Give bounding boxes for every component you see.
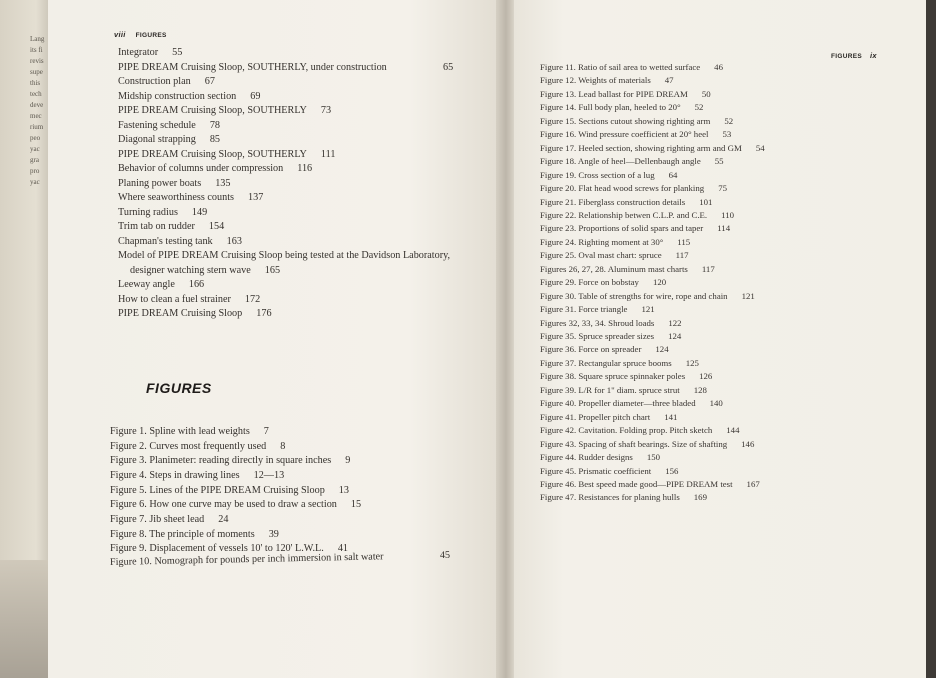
entry-title: Where seaworthiness counts: [118, 192, 234, 203]
entry-page-number: 85: [209, 134, 220, 145]
entry-title: Figure 15. Sections cutout showing righting arm: [540, 116, 711, 126]
illustration-entry: [118, 91, 261, 102]
entry-page-number: 137: [248, 192, 264, 203]
left-running-head: [114, 30, 167, 39]
entry-title: Leeway angle: [118, 279, 175, 290]
right-running-head: [831, 51, 877, 60]
entry-title: Figure 38. Square spruce spinnaker poles: [540, 371, 686, 381]
illustration-entry: [118, 279, 205, 290]
figure-entry: [110, 455, 351, 466]
illustration-entry: [118, 149, 336, 160]
entry-page-number: 117: [675, 250, 689, 260]
entry-page-number: 124: [668, 331, 682, 341]
entry-title: Figure 13. Lead ballast for PIPE DREAM: [540, 89, 688, 99]
figure-entry: [540, 62, 723, 72]
figure-entry: [540, 398, 723, 408]
figure-entry: [540, 318, 682, 328]
entry-page-number: 146: [741, 439, 755, 449]
entry-title: Figure 19. Cross section of a lug: [540, 170, 655, 180]
entry-page-number: 75: [718, 183, 727, 193]
underlying-text-fragment: Lang: [30, 35, 45, 43]
underlying-text-fragment: peo: [30, 134, 41, 142]
entry-page-number: 45: [439, 549, 451, 562]
figure-entry: [110, 470, 285, 481]
figure-entry: [540, 291, 755, 301]
entry-title: Figure 45. Prismatic coefficient: [540, 466, 652, 476]
figure-entry: [540, 210, 735, 220]
illustration-entry: [118, 163, 313, 174]
entry-page-number: 124: [655, 344, 669, 354]
entry-page-number: 73: [320, 105, 332, 116]
entry-title: Diagonal strapping: [118, 134, 196, 145]
figure-entry: [110, 441, 286, 452]
entry-title: Model of PIPE DREAM Cruising Sloop being tested at the Davidson Laboratory,: [118, 250, 451, 261]
entry-page-number: 172: [244, 294, 261, 305]
entry-page-number: 121: [641, 304, 655, 314]
figure-entry: [109, 549, 451, 568]
figure-entry: [540, 358, 699, 368]
left-folio: viii: [114, 30, 126, 39]
entry-title: Figure 47. Resistances for planing hulls: [540, 492, 680, 502]
figure-entry: [540, 143, 765, 153]
figure-entry: [540, 223, 731, 233]
figure-entry: [540, 156, 724, 166]
entry-title: Figure 10. Nomograph for pounds per inch immersion in salt water: [109, 551, 384, 568]
entry-page-number: 8: [280, 441, 286, 452]
illustration-entry: [118, 47, 183, 58]
entry-title: designer watching stern wave: [130, 265, 251, 276]
entry-page-number: 55: [172, 47, 183, 58]
figure-entry: [540, 331, 682, 341]
entry-title: Figure 35. Spruce spreader sizes: [540, 331, 655, 341]
entry-title: Figure 17. Heeled section, showing righting arm and GM: [540, 143, 742, 153]
entry-page-number: 165: [264, 265, 281, 276]
entry-title: PIPE DREAM Cruising Sloop: [118, 308, 243, 319]
entry-title: Figure 41. Propeller pitch chart: [540, 412, 651, 422]
illustration-entry: [118, 236, 242, 247]
figure-entry: [540, 75, 674, 85]
entry-page-number: 39: [268, 529, 279, 540]
book-edge: [926, 0, 936, 678]
entry-title: Figure 2. Curves most frequently used: [110, 441, 267, 452]
entry-page-number: 120: [652, 277, 667, 287]
left-page: [48, 0, 500, 678]
illustration-entry-continued: [130, 265, 281, 276]
figure-entry: [110, 514, 229, 525]
figure-entry: [540, 452, 661, 462]
entry-title: Figure 4. Steps in drawing lines: [110, 470, 240, 481]
entry-title: How to clean a fuel strainer: [118, 294, 231, 305]
figure-entry: [540, 439, 755, 449]
entry-page-number: 163: [226, 236, 242, 247]
entry-title: Figure 9. Displacement of vessels 10' to 120' L.W.L.: [110, 543, 324, 554]
entry-title: Figure 14. Full body plan, heeled to 20°: [540, 102, 681, 112]
underlying-text-fragment: tech: [30, 90, 42, 98]
entry-page-number: 50: [701, 89, 711, 99]
entry-title: Chapman's testing tank: [118, 236, 213, 247]
illustration-entry: [118, 120, 220, 131]
entry-title: Figure 22. Relationship betwen C.L.P. and C.E.: [540, 210, 708, 220]
underlying-text-fragment: mec: [30, 112, 42, 120]
entry-page-number: 122: [668, 318, 682, 328]
figure-entry: [110, 426, 269, 437]
entry-page-number: 24: [218, 514, 229, 525]
figure-entry: [540, 264, 715, 274]
entry-page-number: 115: [677, 237, 691, 247]
entry-page-number: 121: [741, 291, 755, 301]
entry-page-number: 53: [722, 129, 732, 139]
entry-title: Figure 23. Proportions of solid spars and taper: [540, 223, 704, 233]
entry-page-number: 52: [694, 102, 704, 112]
entry-page-number: 7: [263, 426, 269, 437]
entry-page-number: 116: [297, 163, 313, 174]
entry-page-number: 154: [208, 221, 225, 232]
underlying-text-fragment: gra: [30, 156, 39, 164]
underlying-text-fragment: revis: [30, 57, 44, 65]
figure-entry: [540, 170, 678, 180]
illustration-entry: [118, 294, 261, 305]
figure-entry: [110, 485, 349, 496]
entry-page-number: 128: [693, 385, 707, 395]
entry-page-number: 166: [188, 279, 205, 290]
right-folio: ix: [870, 51, 877, 60]
entry-title: Fastening schedule: [118, 120, 196, 131]
entry-title: Midship construction section: [118, 91, 237, 102]
entry-page-number: 41: [337, 543, 348, 554]
entry-title: Figure 21. Fiberglass construction details: [540, 197, 686, 207]
entry-page-number: 167: [746, 479, 760, 489]
entry-page-number: 111: [320, 149, 336, 160]
entry-title: Figure 11. Ratio of sail area to wetted surface: [540, 62, 701, 72]
entry-page-number: 149: [191, 207, 208, 218]
underlying-text-fragment: supe: [30, 68, 43, 76]
figure-entry: [540, 466, 679, 476]
figure-entry: [540, 412, 678, 422]
entry-page-number: 110: [721, 210, 735, 220]
figure-entry: [540, 183, 727, 193]
entry-page-number: 141: [664, 412, 678, 422]
entry-page-number: 55: [714, 156, 724, 166]
entry-title: Construction plan: [118, 76, 191, 87]
figure-entry: [540, 129, 732, 139]
figure-entry: [540, 250, 689, 260]
illustration-entry: [118, 207, 208, 218]
entry-title: Figure 30. Table of strengths for wire, rope and chain: [540, 291, 728, 301]
entry-title: Figure 1. Spline with lead weights: [110, 426, 250, 437]
entry-title: Figure 42. Cavitation. Folding prop. Pitch sketch: [540, 425, 713, 435]
entry-title: Figure 7. Jib sheet lead: [110, 514, 205, 525]
figure-entry: [110, 499, 362, 510]
left-running-head-label: FIGURES: [135, 32, 167, 39]
entry-page-number: 9: [345, 455, 351, 466]
entry-title: Figure 37. Rectangular spruce booms: [540, 358, 672, 368]
entry-title: Figure 43. Spacing of shaft bearings. Size of shafting: [540, 439, 728, 449]
entry-page-number: 47: [664, 75, 674, 85]
figure-entry: [540, 385, 707, 395]
entry-page-number: 150: [646, 452, 661, 462]
entry-page-number: 64: [668, 170, 678, 180]
entry-page-number: 140: [709, 398, 723, 408]
entry-page-number: 176: [256, 308, 272, 319]
section-heading-figures: FIGURES: [146, 380, 212, 396]
illustration-entry: [118, 62, 454, 73]
entry-page-number: 144: [726, 425, 740, 435]
entry-title: Figure 6. How one curve may be used to draw a section: [110, 499, 337, 510]
figure-entry: [540, 492, 707, 502]
entry-title: Trim tab on rudder: [118, 221, 195, 232]
entry-title: Figure 44. Rudder designs: [540, 452, 633, 462]
figure-entry: [540, 425, 740, 435]
entry-page-number: 126: [699, 371, 713, 381]
entry-page-number: 67: [204, 76, 215, 87]
entry-page-number: 46: [714, 62, 723, 72]
entry-title: Turning radius: [118, 207, 178, 218]
entry-title: Integrator: [118, 47, 159, 58]
entry-title: Figure 3. Planimeter: reading directly in square inches: [110, 455, 332, 466]
entry-title: Figure 25. Oval mast chart: spruce: [540, 250, 662, 260]
entry-title: PIPE DREAM Cruising Sloop, SOUTHERLY: [118, 105, 307, 116]
entry-title: Figure 46. Best speed made good—PIPE DREAM test: [540, 479, 733, 489]
entry-title: PIPE DREAM Cruising Sloop, SOUTHERLY, under construction: [118, 62, 387, 73]
illustration-entry: [118, 76, 215, 87]
underlying-text-fragment: its fi: [30, 46, 43, 54]
entry-title: Figure 24. Righting moment at 30°: [540, 237, 664, 247]
entry-page-number: 15: [350, 499, 362, 510]
entry-title: Figure 39. L/R for 1" diam. spruce strut: [540, 385, 680, 395]
right-page: [514, 0, 928, 678]
underlying-text-fragment: rium: [30, 123, 44, 131]
entry-page-number: 156: [665, 466, 679, 476]
entry-page-number: 117: [701, 264, 715, 274]
entry-title: Planing power boats: [118, 178, 202, 189]
entry-page-number: 65: [443, 62, 454, 73]
figure-entry: [540, 304, 655, 314]
underlying-text-fragment: this: [30, 79, 41, 87]
figure-entry: [540, 116, 734, 126]
entry-title: Figures 26, 27, 28. Aluminum mast charts: [540, 264, 688, 274]
entry-page-number: 13: [338, 485, 349, 496]
entry-title: Figure 36. Force on spreader: [540, 344, 642, 354]
figure-entry: [540, 479, 760, 489]
entry-title: Figure 20. Flat head wood screws for planking: [540, 183, 705, 193]
illustration-entry: [118, 251, 450, 261]
entry-title: Figure 16. Wind pressure coefficient at 20° heel: [540, 129, 709, 139]
entry-title: Behavior of columns under compression: [118, 163, 284, 174]
entry-title: Figure 8. The principle of moments: [110, 529, 255, 540]
entry-title: Figures 32, 33, 34. Shroud loads: [540, 318, 655, 328]
entry-title: Figure 40. Propeller diameter—three bladed: [540, 398, 696, 408]
entry-title: Figure 29. Force on bobstay: [540, 277, 639, 287]
entry-page-number: 135: [215, 178, 231, 189]
entry-title: Figure 5. Lines of the PIPE DREAM Cruising Sloop: [110, 485, 325, 496]
underlying-text-fragment: yac: [30, 178, 40, 186]
right-running-head-label: FIGURES: [831, 53, 862, 60]
illustration-entry: [118, 192, 264, 203]
entry-page-number: 54: [755, 143, 765, 153]
illustration-entry: [118, 178, 231, 189]
entry-page-number: 114: [717, 223, 731, 233]
figure-entry: [540, 344, 669, 354]
entry-page-number: 52: [724, 116, 734, 126]
entry-title: PIPE DREAM Cruising Sloop, SOUTHERLY: [118, 149, 307, 160]
entry-page-number: 125: [685, 358, 699, 368]
illustration-entry: [118, 134, 220, 145]
entry-page-number: 12—13: [253, 470, 285, 481]
figure-entry: [540, 277, 667, 287]
entry-page-number: 169: [693, 492, 707, 502]
figure-entry: [110, 529, 279, 540]
figure-entry: [540, 371, 713, 381]
entry-title: Figure 31. Force triangle: [540, 304, 628, 314]
figure-entry: [540, 89, 711, 99]
entry-title: Figure 18. Angle of heel—Dellenbaugh angle: [540, 156, 701, 166]
underlying-text-fragment: pro: [30, 167, 40, 175]
entry-page-number: 101: [699, 197, 713, 207]
illustration-entry: [118, 105, 332, 116]
entry-title: Figure 12. Weights of materials: [540, 75, 651, 85]
entry-page-number: 69: [250, 91, 261, 102]
entry-page-number: 78: [209, 120, 220, 131]
underlying-text-fragment: yac: [30, 145, 40, 153]
figure-entry: [540, 237, 691, 247]
underlying-text-fragment: deve: [30, 101, 44, 109]
figure-entry: [540, 197, 713, 207]
illustration-entry: [118, 308, 272, 319]
illustration-entry: [118, 221, 225, 232]
figure-entry: [540, 102, 704, 112]
